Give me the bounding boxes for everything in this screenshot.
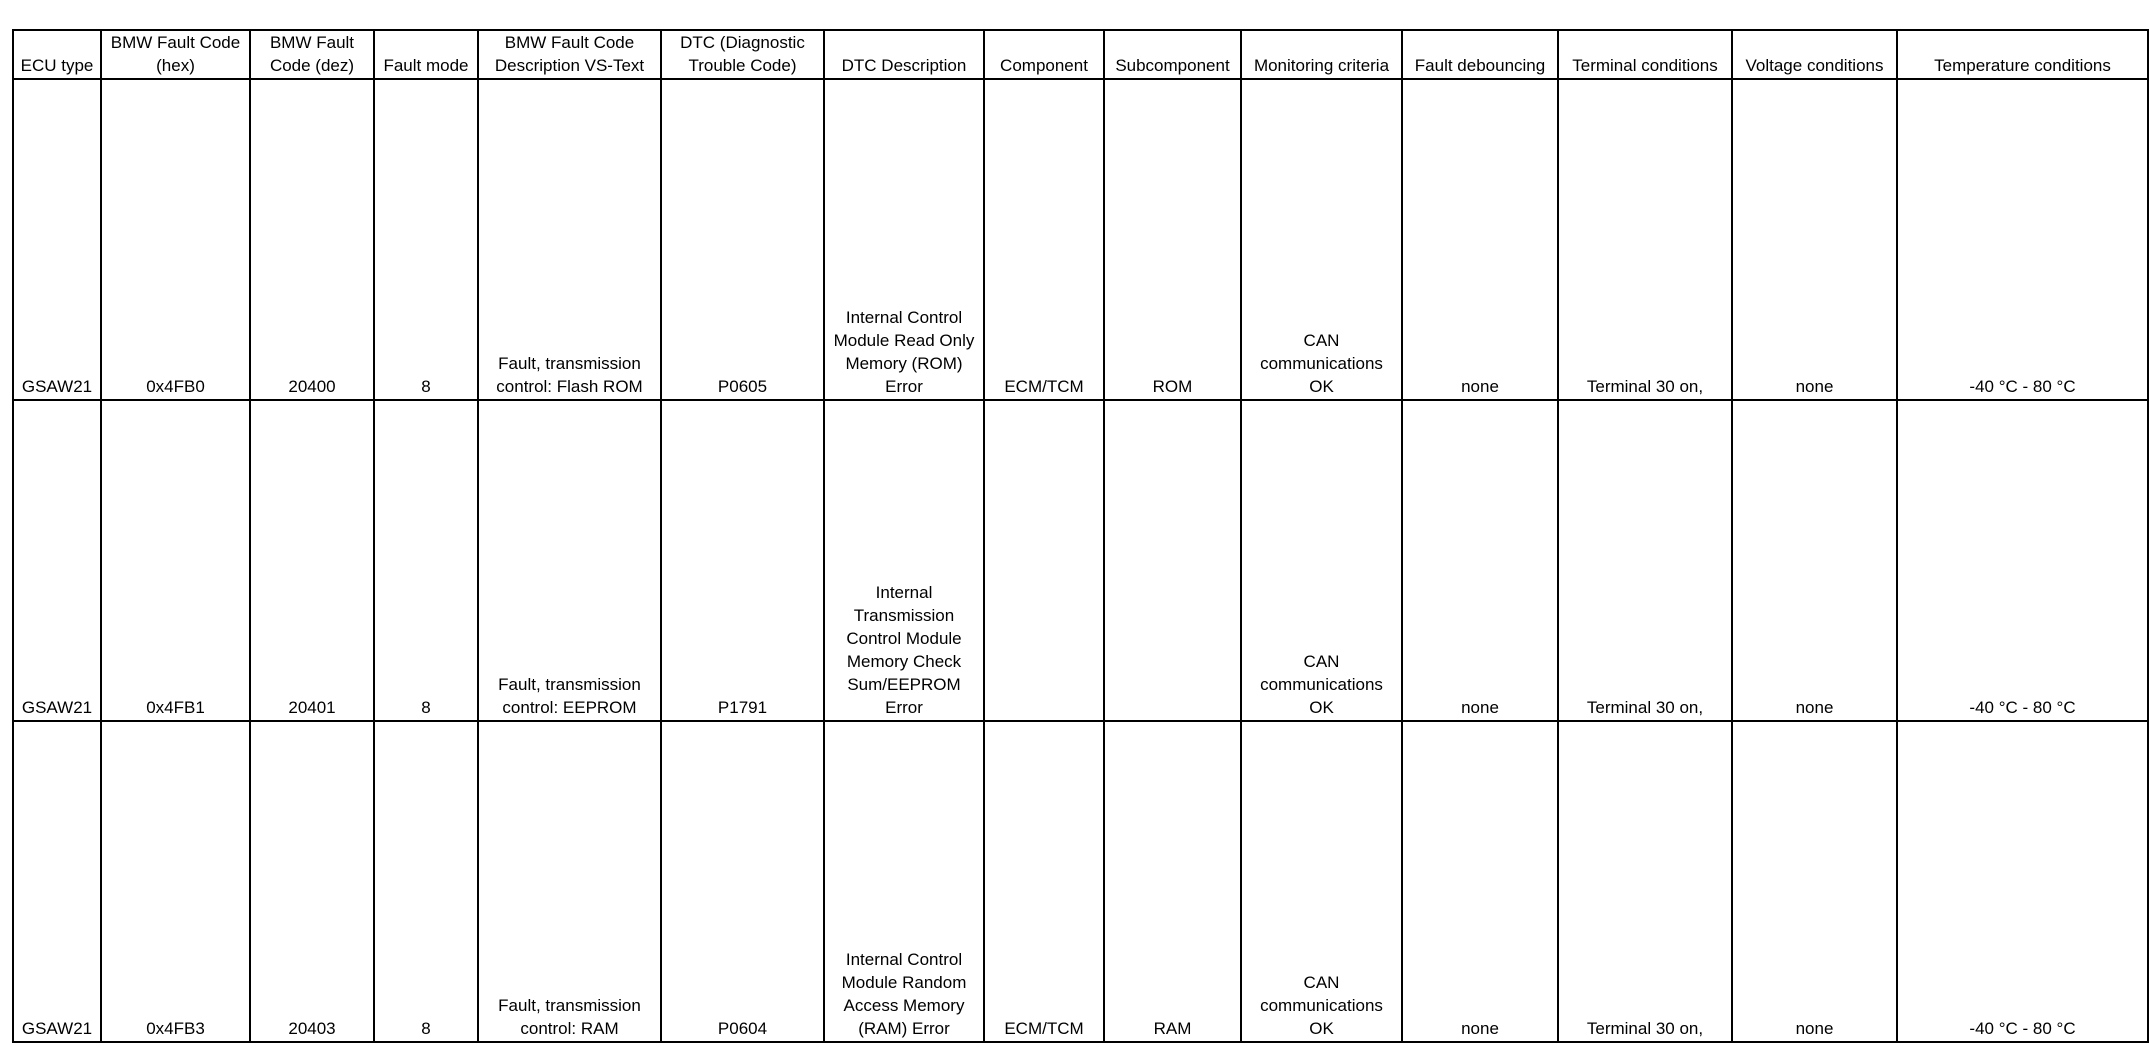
header-dtc-description: DTC Description [824,30,984,79]
header-vs-text: BMW Fault Code Description VS-Text [478,30,661,79]
fault-code-sheet [12,29,2111,1039]
cell-monitoring-criteria: CAN communications OK [1241,721,1402,1042]
cell-fault-debouncing: none [1402,400,1558,721]
header-fault-debouncing: Fault debouncing [1402,30,1558,79]
cell-vs-text: Fault, transmission control: Flash ROM [478,79,661,400]
cell-temperature-conditions: -40 °C - 80 °C [1897,79,2148,400]
header-dtc: DTC (Diagnostic Trouble Code) [661,30,824,79]
cell-temperature-conditions: -40 °C - 80 °C [1897,721,2148,1042]
cell-monitoring-criteria: CAN communications OK [1241,79,1402,400]
cell-monitoring-criteria: CAN communications OK [1241,400,1402,721]
cell-vs-text: Fault, transmission control: RAM [478,721,661,1042]
table-row [13,721,2148,1042]
cell-fault-debouncing: none [1402,721,1558,1042]
header-row [13,30,2148,79]
header-monitoring-criteria: Monitoring criteria [1241,30,1402,79]
cell-fault-mode: 8 [374,400,478,721]
cell-fault-mode: 8 [374,79,478,400]
cell-fault-code-hex: 0x4FB3 [101,721,250,1042]
cell-fault-code-hex: 0x4FB0 [101,79,250,400]
cell-fault-code-hex: 0x4FB1 [101,400,250,721]
table-row [13,400,2148,721]
cell-voltage-conditions: none [1732,79,1897,400]
header-fault-code-hex: BMW Fault Code (hex) [101,30,250,79]
cell-voltage-conditions: none [1732,400,1897,721]
cell-ecu-type: GSAW21 [13,400,101,721]
cell-dtc: P0604 [661,721,824,1042]
cell-subcomponent [1104,400,1241,721]
header-fault-mode: Fault mode [374,30,478,79]
header-temperature-conditions: Temperature conditions [1897,30,2148,79]
header-ecu-type: ECU type [13,30,101,79]
cell-subcomponent: ROM [1104,79,1241,400]
cell-fault-debouncing: none [1402,79,1558,400]
cell-dtc-description: Internal Control Module Random Access Memory (RAM) Error [824,721,984,1042]
cell-dtc: P0605 [661,79,824,400]
header-terminal-conditions: Terminal conditions [1558,30,1732,79]
cell-component: ECM/TCM [984,79,1104,400]
cell-voltage-conditions: none [1732,721,1897,1042]
cell-ecu-type: GSAW21 [13,721,101,1042]
fault-code-table [12,29,2149,1043]
header-subcomponent: Subcomponent [1104,30,1241,79]
cell-vs-text: Fault, transmission control: EEPROM [478,400,661,721]
header-component: Component [984,30,1104,79]
cell-terminal-conditions: Terminal 30 on, [1558,79,1732,400]
cell-dtc-description: Internal Control Module Read Only Memory (ROM) Error [824,79,984,400]
header-voltage-conditions: Voltage conditions [1732,30,1897,79]
table-row [13,79,2148,400]
cell-fault-code-dez: 20400 [250,79,374,400]
cell-ecu-type: GSAW21 [13,79,101,400]
cell-temperature-conditions: -40 °C - 80 °C [1897,400,2148,721]
cell-dtc: P1791 [661,400,824,721]
cell-component [984,400,1104,721]
header-fault-code-dez: BMW Fault Code (dez) [250,30,374,79]
cell-subcomponent: RAM [1104,721,1241,1042]
cell-fault-mode: 8 [374,721,478,1042]
cell-terminal-conditions: Terminal 30 on, [1558,721,1732,1042]
cell-fault-code-dez: 20403 [250,721,374,1042]
cell-dtc-description: Internal Transmission Control Module Memory Check Sum/EEPROM Error [824,400,984,721]
cell-component: ECM/TCM [984,721,1104,1042]
cell-terminal-conditions: Terminal 30 on, [1558,400,1732,721]
cell-fault-code-dez: 20401 [250,400,374,721]
